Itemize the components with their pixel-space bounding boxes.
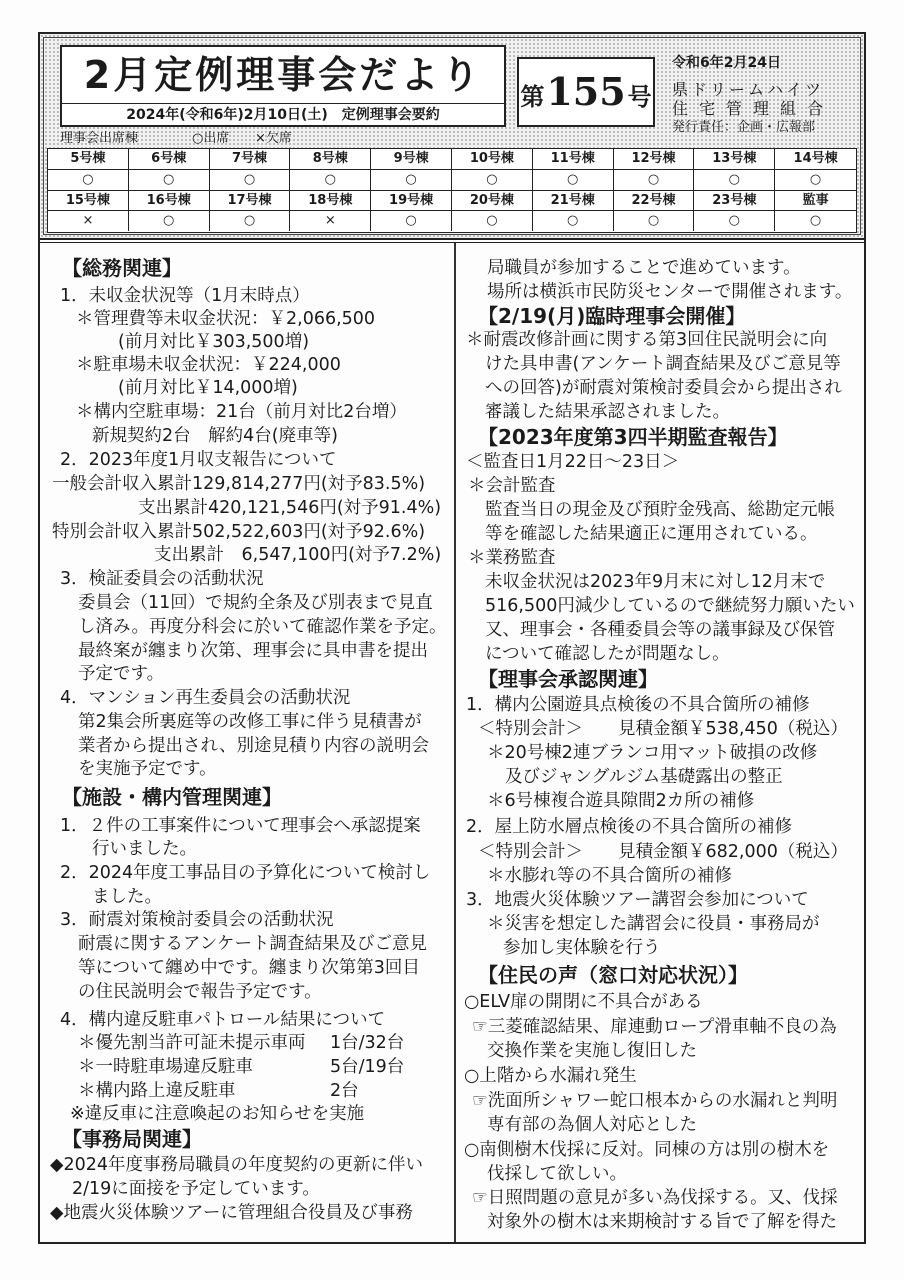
list-item: 委員会（11回）で規約全条及び別表まで見直 bbox=[78, 593, 433, 613]
attendance-mark: ○ bbox=[129, 170, 210, 191]
list-item: ◆2024年度事務局職員の年度契約の更新に伴い bbox=[50, 1155, 423, 1175]
attendance-mark: ○ bbox=[452, 211, 533, 231]
list-item: ＊耐震改修計画に関する第3回住民説明会に向 bbox=[466, 330, 828, 350]
list-item: 4．構内違反駐車パトロール結果について bbox=[60, 1010, 386, 1030]
building-name: 17号棟 bbox=[210, 191, 291, 211]
newsletter-title: 2月定例理事会だより bbox=[62, 47, 504, 104]
response-item: 対象外の樹木は来期検討する旨で了解を得た bbox=[487, 1212, 837, 1232]
list-item: 場所は横浜市民防災センターで開催されます。 bbox=[487, 282, 853, 302]
violation-label: ＊一時駐車場違反駐車 bbox=[78, 1057, 253, 1077]
list-item: 4．マンション再生委員会の活動状況 bbox=[60, 688, 351, 708]
list-item: 支出累計 6,547,100円(対予7.2%) bbox=[154, 545, 442, 565]
building-name: 15号棟 bbox=[48, 191, 129, 211]
auditor-name: 監事 bbox=[775, 191, 856, 211]
list-item: 支出累計420,121,546円(対予91.4%) bbox=[138, 498, 442, 518]
legend-present: ○出席 bbox=[192, 131, 230, 146]
building-name: 6号棟 bbox=[129, 149, 210, 170]
list-item: ＊災害を想定した講習会に役員・事務局が bbox=[487, 914, 820, 934]
list-item: 耐震に関するアンケート調査結果及びご意見 bbox=[78, 934, 427, 954]
building-name: 16号棟 bbox=[129, 191, 210, 211]
list-item: ＊業務監査 bbox=[468, 548, 556, 568]
response-item: 交換作業を実施し復旧した bbox=[487, 1041, 697, 1061]
list-item: し済み。再度分科会に於いて確認作業を予定。 bbox=[78, 617, 447, 637]
response-item: ☞洗面所シャワー蛇口根本からの水漏れと判明 bbox=[472, 1091, 838, 1111]
list-item: ◆地震火災体験ツアーに管理組合役員及び事務 bbox=[50, 1203, 413, 1223]
list-item: を実施予定です。 bbox=[78, 759, 217, 779]
list-item: 行いました。 bbox=[92, 839, 197, 859]
attendance-mark: × bbox=[48, 211, 129, 231]
building-name: 23号棟 bbox=[694, 191, 775, 211]
list-item: 等を確認した結果適正に運用されている。 bbox=[485, 524, 818, 544]
attendance-mark: ○ bbox=[533, 211, 614, 231]
list-item: 1．２件の工事案件について理事会へ承認提案 bbox=[60, 816, 421, 836]
building-name: 13号棟 bbox=[694, 149, 775, 170]
attendance-mark: ○ bbox=[452, 170, 533, 191]
resident-comment: ○ELV扉の開閉に不具合がある bbox=[464, 992, 703, 1012]
attendance-mark: × bbox=[290, 211, 371, 231]
issue-suffix: 号 bbox=[627, 83, 652, 111]
list-item: 1．未収金状況等（1月末時点） bbox=[60, 286, 310, 306]
section-heading-audit-report: 【2023年度第3四半期監査報告】 bbox=[478, 425, 788, 449]
attendance-mark: ○ bbox=[694, 211, 775, 231]
list-item: 516,500円減少しているので継続努力願いたい bbox=[485, 596, 855, 616]
section-heading-general-affairs: 【総務関連】 bbox=[62, 256, 182, 280]
list-item: 特別会計収入累計502,522,603円(対予92.6%) bbox=[52, 522, 426, 542]
building-name: 14号棟 bbox=[775, 149, 856, 170]
violation-count: 2台 bbox=[330, 1081, 359, 1101]
list-item: ＊水膨れ等の不具合箇所の補修 bbox=[487, 866, 732, 886]
list-item: ※違反車に注意喚起のお知らせを実施 bbox=[70, 1104, 365, 1124]
list-item: 審議した結果承認されました。 bbox=[485, 402, 730, 422]
estimate-amount: 見積金額￥682,000（税込） bbox=[618, 842, 848, 862]
building-name: 18号棟 bbox=[290, 191, 371, 211]
attendance-mark: ○ bbox=[290, 170, 371, 191]
building-name: 12号棟 bbox=[614, 149, 695, 170]
list-item: 2．屋上防水層点検後の不具合箇所の補修 bbox=[466, 817, 793, 837]
violation-label: ＊構内路上違反駐車 bbox=[78, 1081, 236, 1101]
violation-label: ＊優先割当許可証未提示車両 bbox=[78, 1033, 306, 1053]
list-item: 等について纏め中です。纏まり次第第3回目 bbox=[78, 958, 420, 978]
attendance-mark: ○ bbox=[129, 211, 210, 231]
response-item: ☞日照問題の意見が多い為伐採する。又、伐採 bbox=[472, 1188, 838, 1208]
publisher: 発行責任：企画・広報部 bbox=[672, 120, 816, 135]
section-heading-residents-voice: 【住民の声（窓口対応状況）】 bbox=[478, 963, 748, 987]
list-item: ＊20号棟2連ブランコ用マット破損の改修 bbox=[487, 743, 818, 763]
meeting-subtitle: 2024年(令和6年)2月10日(土) 定例理事会要約 bbox=[126, 107, 440, 123]
section-heading-facilities: 【施設・構内管理関連】 bbox=[62, 785, 282, 809]
list-item: 1．構内公園遊具点検後の不具合箇所の補修 bbox=[466, 695, 810, 715]
attendance-mark: ○ bbox=[210, 211, 291, 231]
list-item: 未収金状況は2023年9月末に対し12月末で bbox=[485, 572, 826, 592]
building-name: 21号棟 bbox=[533, 191, 614, 211]
list-item: への回答)が耐震対策検討委員会から提出され bbox=[485, 378, 842, 398]
list-item: 予定です。 bbox=[78, 664, 165, 684]
building-name: 5号棟 bbox=[48, 149, 129, 170]
list-item: 第2集会所裏庭等の改修工事に伴う見積書が bbox=[78, 712, 422, 732]
attendance-mark: ○ bbox=[371, 211, 452, 231]
building-name: 9号棟 bbox=[371, 149, 452, 170]
resident-comment: 伐採して欲しい。 bbox=[487, 1164, 627, 1184]
building-name: 20号棟 bbox=[452, 191, 533, 211]
list-item: について確認したが問題なし。 bbox=[485, 644, 730, 664]
attendance-mark: ○ bbox=[614, 170, 695, 191]
list-item: 参加し実体験を行う bbox=[503, 938, 661, 958]
attendance-mark: ○ bbox=[614, 211, 695, 231]
list-item: 又、理事会・各種委員会等の議事録及び保管 bbox=[485, 620, 835, 640]
organization-line-1: 県ドリームハイツ bbox=[672, 80, 825, 99]
response-item: 専有部の為個人対応とした bbox=[487, 1115, 697, 1135]
list-item: 3．検証委員会の活動状況 bbox=[60, 569, 264, 589]
list-item: 2．2023年度1月収支報告について bbox=[60, 450, 337, 470]
attendance-mark: ○ bbox=[533, 170, 614, 191]
attendance-mark: ○ bbox=[371, 170, 452, 191]
list-item: 一般会計収入累計129,814,277円(対予83.5%) bbox=[52, 474, 426, 494]
list-item: 最終案が纏まり次第、理事会に具申書を提出 bbox=[78, 641, 428, 661]
list-item: (前月対比￥303,500増) bbox=[118, 332, 310, 352]
attendance-mark: ○ bbox=[48, 170, 129, 191]
budget-label: ＜特別会計＞ bbox=[478, 719, 583, 739]
list-item: 3．地震火災体験ツアー講習会参加について bbox=[466, 890, 809, 910]
attendance-mark: ○ bbox=[809, 213, 822, 228]
list-item: 監査当日の現金及び預貯金残高、総勘定元帳 bbox=[485, 500, 835, 520]
building-name: 22号棟 bbox=[614, 191, 695, 211]
list-item: ました。 bbox=[92, 887, 162, 907]
building-name: 10号棟 bbox=[452, 149, 533, 170]
list-item: ＜監査日1月22日～23日＞ bbox=[466, 452, 680, 472]
budget-label: ＜特別会計＞ bbox=[478, 842, 583, 862]
list-item: 局職員が参加することで進めています。 bbox=[487, 258, 801, 278]
resident-comment: ○上階から水漏れ発生 bbox=[464, 1066, 637, 1086]
list-item: 及びジャングルジム基礎露出の整正 bbox=[505, 767, 783, 787]
issue-prefix: 第 bbox=[520, 83, 545, 111]
list-item: ＊駐車場未収金状況：￥224,000 bbox=[76, 355, 341, 375]
violation-count: 1台/32台 bbox=[330, 1033, 405, 1053]
page-frame bbox=[38, 32, 866, 1244]
attendance-caption: 理事会出席棟 bbox=[60, 131, 139, 146]
section-heading-board-approvals: 【理事会承認関連】 bbox=[478, 667, 658, 691]
issue-number: 155 bbox=[546, 69, 626, 114]
list-item: 業者から提出され、別途見積り内容の説明会 bbox=[78, 736, 430, 756]
violation-count: 5台/19台 bbox=[330, 1057, 405, 1077]
list-item: の住民説明会で報告予定です。 bbox=[78, 982, 322, 1002]
response-item: ☞三菱確認結果、扉連動ロープ滑車軸不良の為 bbox=[472, 1017, 837, 1037]
building-name: 7号棟 bbox=[210, 149, 291, 170]
section-heading-extraordinary-meeting: 【2/19(月)臨時理事会開催】 bbox=[478, 304, 746, 328]
list-item: ＊管理費等未収金状況：￥2,066,500 bbox=[76, 309, 376, 329]
list-item: ＊会計監査 bbox=[468, 476, 556, 496]
list-item: けた具申書(アンケート調査結果及びご意見等 bbox=[485, 354, 841, 374]
list-item: 3．耐震対策検討委員会の活動状況 bbox=[60, 910, 334, 930]
list-item: 新規契約2台 解約4台(廃車等) bbox=[92, 426, 338, 446]
building-name: 19号棟 bbox=[371, 191, 452, 211]
list-item: ＊構内空駐車場：21台（前月対比2台増） bbox=[76, 402, 407, 422]
building-name: 8号棟 bbox=[290, 149, 371, 170]
attendance-mark: ○ bbox=[694, 170, 775, 191]
resident-comment: ○南側樹木伐採に反対。同棟の方は別の樹木を bbox=[464, 1140, 830, 1160]
attendance-mark: ○ bbox=[210, 170, 291, 191]
list-item: ＊6号棟複合遊具隙間2カ所の補修 bbox=[487, 791, 755, 811]
organization-line-2: 住宅管理組合 bbox=[672, 99, 835, 118]
publish-date: 令和6年2月24日 bbox=[672, 55, 781, 71]
legend-absent: ×欠席 bbox=[255, 131, 292, 146]
estimate-amount: 見積金額￥538,450（税込） bbox=[618, 719, 848, 739]
list-item: (前月対比￥14,000増) bbox=[118, 378, 298, 398]
attendance-mark: ○ bbox=[775, 170, 856, 191]
list-item: 2/19に面接を予定しています。 bbox=[72, 1179, 320, 1199]
section-heading-secretariat: 【事務局関連】 bbox=[62, 1127, 202, 1151]
list-item: 2．2024年度工事品目の予算化について検討し bbox=[60, 863, 431, 883]
building-name: 11号棟 bbox=[533, 149, 614, 170]
